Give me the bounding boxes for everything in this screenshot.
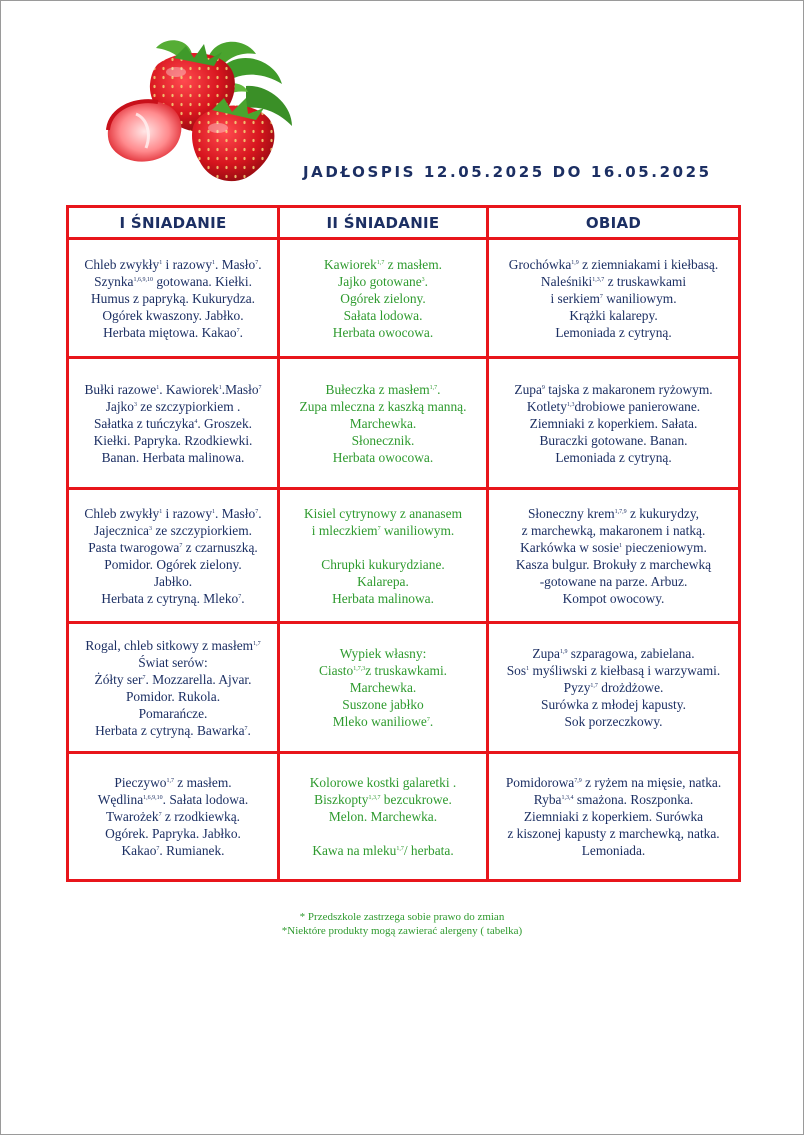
menu-text: z ziemniakami i kiełbasą. — [578, 256, 719, 272]
menu-text: z masłem. — [384, 256, 442, 272]
menu-line — [489, 696, 738, 713]
menu-line — [69, 808, 277, 825]
menu-line — [280, 449, 486, 466]
allergen-marker: 1,9 — [559, 649, 568, 655]
menu-line — [69, 671, 277, 688]
cell-lunch — [488, 623, 740, 753]
menu-text: Marchewka. — [349, 680, 417, 695]
allergen-marker: 1,9 — [571, 259, 579, 266]
cell-lunch — [488, 753, 740, 881]
allergen-marker: 7 — [244, 725, 248, 732]
menu-text: Kawa na mleku — [312, 843, 397, 858]
menu-line — [280, 324, 486, 341]
menu-text: . — [239, 324, 243, 340]
allergen-marker: 1,7 — [429, 384, 438, 391]
allergen-marker: 9 — [541, 384, 545, 391]
menu-text: Kolorowe kostki galaretki . — [309, 775, 457, 790]
cell-second-breakfast — [279, 489, 488, 623]
allergen-marker: 1 — [526, 666, 530, 672]
menu-line — [69, 722, 277, 739]
menu-line — [69, 688, 277, 705]
menu-text: Kompot owocowy. — [562, 590, 665, 606]
menu-text: Pomidor. Ogórek zielony. — [104, 556, 242, 572]
menu-text: Ziemniaki z koperkiem. Sałata. — [529, 415, 698, 431]
menu-line — [69, 774, 277, 791]
menu-line — [489, 505, 738, 522]
menu-line — [280, 256, 486, 273]
allergen-marker: 7 — [255, 259, 259, 266]
cell-second-breakfast — [279, 623, 488, 753]
allergen-marker: 7 — [236, 327, 240, 334]
allergen-marker: 1,3,4 — [561, 795, 574, 801]
menu-day-row — [68, 358, 740, 489]
menu-text: Biszkopty — [314, 792, 369, 807]
menu-line — [69, 539, 277, 556]
menu-line — [69, 398, 277, 415]
menu-text: Sos — [506, 663, 527, 678]
allergen-marker: 1,7,9 — [614, 508, 627, 515]
menu-text: Humus z papryką. Kukurydza. — [91, 290, 255, 306]
menu-text: bezcukrowe. — [380, 792, 452, 807]
allergen-marker: 1 — [156, 384, 160, 391]
menu-text: Pieczywo — [114, 775, 167, 790]
menu-text: z truskawkami. — [365, 663, 448, 678]
menu-line — [69, 432, 277, 449]
menu-text: Krążki kalarepy. — [569, 307, 658, 323]
menu-text: tajska z makaronem ryżowym. — [544, 381, 713, 397]
menu-line — [69, 842, 277, 859]
menu-text: z czarnuszką. — [182, 539, 258, 555]
menu-text: Kisiel cytrynowy z ananasem — [303, 505, 463, 521]
menu-text: Buraczki gotowane. Banan. — [539, 432, 688, 448]
menu-line — [280, 645, 486, 662]
menu-line — [69, 556, 277, 573]
menu-line — [280, 842, 486, 859]
menu-line — [69, 590, 277, 607]
menu-text: Jajecznica — [93, 522, 149, 538]
menu-text: . Rumianek. — [159, 843, 225, 858]
menu-line — [489, 808, 738, 825]
menu-line — [69, 415, 277, 432]
allergen-marker: 1 — [619, 542, 623, 549]
menu-text: Zupa — [514, 381, 542, 397]
menu-text: drożdżowe. — [597, 680, 664, 695]
menu-line — [69, 791, 277, 808]
menu-text: Żółty ser — [94, 671, 143, 687]
menu-day-row — [68, 753, 740, 881]
menu-line — [489, 825, 738, 842]
cell-breakfast — [68, 623, 279, 753]
menu-line — [489, 522, 738, 539]
menu-line — [69, 637, 277, 654]
menu-line — [280, 808, 486, 825]
allergen-marker: 3 — [421, 276, 425, 283]
menu-text: Szynka — [94, 273, 134, 289]
allergen-marker: 3 — [149, 525, 152, 532]
menu-line — [280, 573, 486, 590]
allergen-marker: 1 — [212, 508, 216, 515]
menu-text: . Groszek. — [197, 415, 253, 431]
menu-text: Banan. Herbata malinowa. — [101, 449, 245, 465]
allergen-marker: 7 — [179, 542, 183, 549]
menu-text: -gotowane na parze. Arbuz. — [539, 573, 688, 589]
allergen-marker: 7 — [156, 846, 160, 852]
menu-text: Herbata owocowa. — [332, 449, 434, 465]
menu-text: . Mozzarella. Ajvar. — [145, 671, 252, 687]
menu-line — [280, 590, 486, 607]
cell-lunch — [488, 358, 740, 489]
menu-text: Sałatka z tuńczyka — [93, 415, 195, 431]
menu-text: waniliowym. — [602, 290, 677, 306]
cell-breakfast — [68, 358, 279, 489]
menu-text: Ryba — [533, 792, 562, 807]
menu-line — [280, 432, 486, 449]
menu-line — [489, 539, 738, 556]
menu-text: Karkówka w sosie — [520, 539, 620, 555]
menu-line — [69, 522, 277, 539]
cell-breakfast — [68, 489, 279, 623]
allergen-marker: 1,6,9,10 — [143, 795, 163, 801]
allergen-marker: 1 — [218, 384, 222, 391]
menu-text: Herbata miętowa. Kakao — [103, 324, 237, 340]
menu-line — [489, 662, 738, 679]
cell-second-breakfast — [279, 239, 488, 358]
allergen-marker: 7 — [258, 384, 262, 391]
menu-line — [280, 556, 486, 573]
allergen-marker: 7,9 — [574, 778, 582, 784]
menu-line — [69, 573, 277, 590]
menu-text: Ciasto — [318, 663, 354, 678]
menu-text: z ryżem na mięsie, natka. — [581, 775, 722, 790]
allergen-marker: 1,7 — [396, 846, 404, 852]
menu-line — [489, 307, 738, 324]
menu-line — [489, 590, 738, 607]
cell-breakfast — [68, 239, 279, 358]
menu-text: Ogórek kwaszony. Jabłko. — [102, 307, 244, 323]
menu-line — [280, 713, 486, 730]
menu-line — [69, 381, 277, 398]
menu-text: . — [258, 505, 262, 521]
menu-line — [280, 505, 486, 522]
strawberries-illustration — [96, 28, 302, 186]
menu-text: Marchewka. — [349, 415, 417, 431]
allergen-marker: 7 — [142, 674, 146, 681]
cell-lunch — [488, 489, 740, 623]
allergen-marker: 7 — [377, 525, 381, 532]
menu-text: Melon. Marchewka. — [328, 809, 438, 824]
menu-line — [280, 273, 486, 290]
blank-line — [280, 539, 486, 556]
menu-text: Pomarańcze. — [138, 705, 208, 721]
menu-text: Rogal, chleb sitkowy z masłem — [85, 637, 254, 653]
allergen-marker: 1,7 — [253, 640, 261, 647]
menu-line — [489, 256, 738, 273]
cell-second-breakfast — [279, 753, 488, 881]
menu-line — [489, 842, 738, 859]
allergen-marker: 1 — [212, 259, 216, 266]
menu-header-row — [68, 207, 740, 239]
menu-line — [489, 449, 738, 466]
menu-line — [489, 645, 738, 662]
menu-text: Lemoniada z cytryną. — [555, 449, 672, 465]
menu-text: Kakao — [121, 843, 157, 858]
menu-text: smażona. Roszponka. — [573, 792, 694, 807]
menu-line — [69, 290, 277, 307]
menu-table — [66, 205, 741, 882]
menu-text: gotowana. Kiełki. — [153, 273, 252, 289]
allergen-marker: 7 — [238, 593, 242, 600]
menu-text: z kiszonej kapusty z marchewką, natka. — [507, 826, 720, 841]
menu-line — [280, 415, 486, 432]
menu-text: Lemoniada. — [581, 843, 646, 858]
menu-text: Jabłko. — [153, 573, 193, 589]
menu-text: . Kawiorek — [159, 381, 219, 397]
menu-line — [489, 273, 738, 290]
menu-text: z truskawkami — [604, 273, 687, 289]
menu-day-row — [68, 623, 740, 753]
menu-text: drobiowe panierowane. — [574, 398, 701, 414]
menu-text: Kalarepa. — [357, 573, 409, 589]
menu-text: Wypiek własny: — [339, 646, 427, 661]
menu-text: pieczeniowym. — [622, 539, 707, 555]
allergen-marker: 3 — [133, 401, 137, 408]
menu-line — [69, 449, 277, 466]
menu-text: Zupa — [532, 646, 560, 661]
allergen-marker: 1,7 — [376, 259, 385, 266]
menu-line — [489, 679, 738, 696]
menu-text: Ogórek zielony. — [340, 290, 426, 306]
menu-text: z kukurydzy, — [626, 505, 700, 521]
menu-line — [280, 307, 486, 324]
menu-title: JADŁOSPIS 12.05.2025 DO 16.05.2025 — [303, 163, 712, 181]
menu-text: . — [241, 590, 245, 606]
footnote-changes: * Przedszkole zastrzega sobie prawo do zmian — [299, 911, 505, 923]
menu-text: .Masło — [221, 381, 259, 397]
menu-text: i serkiem — [550, 290, 600, 306]
menu-text: Pomidor. Rukola. — [125, 688, 221, 704]
menu-line — [280, 381, 486, 398]
allergen-marker: 1,7 — [166, 778, 174, 784]
cell-second-breakfast — [279, 358, 488, 489]
menu-line — [69, 505, 277, 522]
menu-text: Herbata malinowa. — [332, 590, 434, 606]
menu-line — [489, 713, 738, 730]
menu-line — [489, 791, 738, 808]
menu-text: szparagowa, zabielana. — [567, 646, 695, 661]
menu-text: Surówka z młodej kapusty. — [541, 697, 686, 712]
cell-lunch — [488, 239, 740, 358]
allergen-marker: 1,3 — [566, 401, 575, 408]
menu-text: . — [424, 273, 429, 289]
menu-text: Lemoniada z cytryną. — [555, 324, 672, 340]
allergen-marker: 1 — [159, 508, 163, 515]
menu-line — [280, 522, 486, 539]
column-header-breakfast: I ŚNIADANIE — [68, 207, 279, 239]
menu-text: Jajko gotowane — [337, 273, 422, 289]
blank-line — [280, 825, 486, 842]
menu-text: myśliwski z kiełbasą i warzywami. — [529, 663, 721, 678]
allergen-marker: 4 — [194, 418, 198, 425]
menu-text: . — [429, 714, 434, 729]
menu-text: Herbata owocowa. — [332, 324, 434, 340]
menu-line — [69, 654, 277, 671]
menu-line — [280, 290, 486, 307]
menu-line — [69, 307, 277, 324]
menu-text: Grochówka — [508, 256, 572, 272]
menu-text: i razowy — [162, 505, 213, 521]
column-header-lunch: OBIAD — [488, 207, 740, 239]
menu-text: Chleb zwykły — [84, 256, 160, 272]
menu-text: Ziemniaki z koperkiem. Surówka — [523, 809, 704, 824]
menu-text: . — [437, 381, 441, 397]
menu-line — [280, 696, 486, 713]
menu-text: ze szczypiorkiem. — [152, 522, 253, 538]
menu-text: Sok porzeczkowy. — [564, 714, 663, 729]
menu-line — [489, 556, 738, 573]
menu-line — [489, 774, 738, 791]
menu-text: Mleko waniliowe — [332, 714, 427, 729]
cell-breakfast — [68, 753, 279, 881]
menu-text: ze szczypiorkiem . — [136, 398, 241, 414]
menu-text: z marchewką, makaronem i natką. — [521, 522, 706, 538]
menu-text: Ogórek. Papryka. Jabłko. — [105, 826, 241, 841]
menu-text: Bułeczka z masłem — [325, 381, 430, 397]
menu-line — [69, 324, 277, 341]
menu-line — [489, 415, 738, 432]
menu-text: Herbata z cytryną. Bawarka — [95, 722, 245, 738]
allergen-marker: 7 — [426, 717, 430, 723]
menu-text: Pomidorowa — [505, 775, 575, 790]
menu-text: Kawiorek — [324, 256, 377, 272]
menu-line — [69, 256, 277, 273]
menu-day-row — [68, 489, 740, 623]
menu-line — [489, 290, 738, 307]
menu-text: Suszone jabłko — [342, 697, 424, 712]
menu-text: Wędlina — [97, 792, 144, 807]
menu-text: Herbata z cytryną. Mleko — [101, 590, 239, 606]
menu-line — [69, 273, 277, 290]
menu-text: . Masło — [215, 256, 256, 272]
menu-text: z rzodkiewką. — [161, 809, 241, 824]
footnote-allergens: *Niektóre produkty mogą zawierać alergeny ( tabelka) — [281, 925, 523, 937]
menu-line — [489, 324, 738, 341]
menu-day-row — [68, 239, 740, 358]
footnotes — [0, 910, 804, 938]
menu-line — [489, 573, 738, 590]
menu-text: Pasta twarogowa — [88, 539, 180, 555]
allergen-marker: 7 — [599, 293, 603, 300]
column-header-second-breakfast: II ŚNIADANIE — [279, 207, 488, 239]
menu-text: Twarożek — [105, 809, 159, 824]
menu-line — [280, 398, 486, 415]
menu-text: Słoneczny krem — [527, 505, 615, 521]
menu-text: Kiełki. Papryka. Rzodkiewki. — [93, 432, 253, 448]
menu-text: Pyzy — [563, 680, 591, 695]
allergen-marker: 1 — [159, 259, 163, 266]
menu-text: Naleśniki — [540, 273, 593, 289]
menu-line — [280, 679, 486, 696]
menu-line — [280, 662, 486, 679]
allergen-marker: 1,7 — [590, 683, 598, 689]
menu-text: Słonecznik. — [351, 432, 415, 448]
allergen-marker: 1,7,3 — [353, 666, 366, 672]
menu-line — [69, 705, 277, 722]
menu-text: / herbata. — [403, 843, 454, 858]
menu-text: i razowy — [162, 256, 213, 272]
menu-text: Sałata lodowa. — [343, 307, 423, 323]
menu-line — [69, 825, 277, 842]
menu-text: . Masło — [215, 505, 256, 521]
menu-text: Chleb zwykły — [84, 505, 160, 521]
menu-line — [489, 398, 738, 415]
menu-line — [280, 774, 486, 791]
menu-text: Zupa mleczna z kaszką manną. — [299, 398, 467, 414]
menu-text: . — [247, 722, 251, 738]
menu-line — [489, 381, 738, 398]
allergen-marker: 7 — [158, 812, 162, 818]
menu-text: waniliowym. — [380, 522, 455, 538]
allergen-marker: 1,6,9,10 — [133, 276, 153, 283]
menu-text: i mleczkiem — [311, 522, 378, 538]
menu-line — [489, 432, 738, 449]
allergen-marker: 1,3,7 — [592, 276, 605, 283]
menu-text: Chrupki kukurydziane. — [321, 556, 445, 572]
menu-text: Świat serów: — [138, 654, 208, 670]
menu-text: . Sałata lodowa. — [162, 792, 249, 807]
allergen-marker: 7 — [255, 508, 259, 515]
menu-text: . — [258, 256, 262, 272]
menu-text: z masłem. — [173, 775, 232, 790]
menu-text: Bułki razowe — [84, 381, 157, 397]
menu-text: Jajko — [105, 398, 134, 414]
menu-text: Kotlety — [526, 398, 567, 414]
menu-text: Kasza bulgur. Brokuły z marchewką — [515, 556, 712, 572]
menu-line — [280, 791, 486, 808]
allergen-marker: 1,3,7 — [368, 795, 381, 801]
